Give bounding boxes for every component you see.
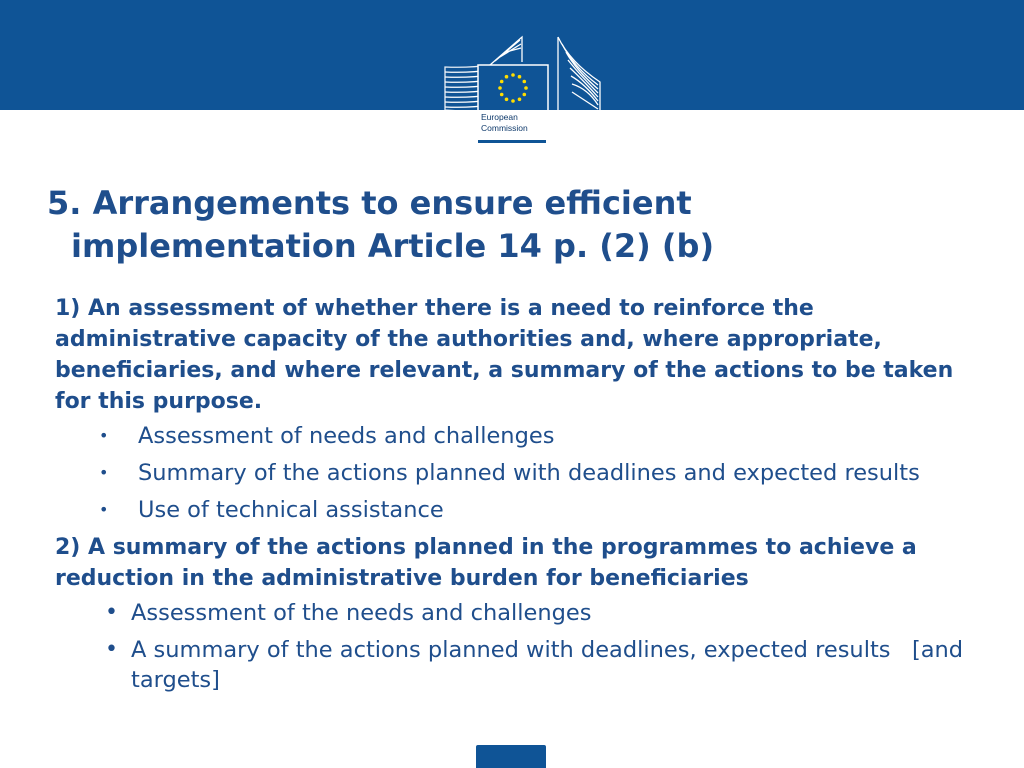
list-item-text: Summary of the actions planned with deadlines and expected results [138,460,920,486]
list-item [55,598,975,628]
slide-title [47,182,947,268]
list-item [55,635,975,695]
bullet-icon: • [99,426,109,445]
section-1-heading: 1) An assessment of whether there is a need to reinforce the administrative capacity of the authorities and, where appropriate, beneficiaries, and where relevant, a summary of the actions to be taken for this purpose. [55,296,954,414]
list-item-text: Assessment of the needs and challenges [131,600,592,626]
list-item-text: Use of technical assistance [138,497,444,523]
list-item [55,421,975,451]
logo-underline [478,140,546,143]
section-1-bullet-list [55,421,975,525]
title-line-2: implementation Article 14 p. (2) (b) [71,227,715,265]
section-2-heading: 2) A summary of the actions planned in the programmes to achieve a reduction in the administrative burden for beneficiaries [55,535,917,591]
logo-caption-line1: European [481,112,518,122]
slide-content [55,293,975,702]
logo-caption-line2: Commission [481,123,528,133]
bullet-icon: • [105,637,118,662]
list-item [55,495,975,525]
bullet-icon: • [99,463,109,482]
list-item-text: Assessment of needs and challenges [138,423,555,449]
bottom-tab-decoration [476,745,546,768]
list-item [55,458,975,488]
section-2-bullet-list [55,598,975,695]
title-line-1: 5. Arrangements to ensure efficient [47,184,692,222]
logo-caption [481,112,528,134]
bullet-icon: • [105,600,118,625]
bullet-icon: • [99,500,109,519]
list-item-text: A summary of the actions planned with deadlines, expected results [and targets] [131,637,971,693]
